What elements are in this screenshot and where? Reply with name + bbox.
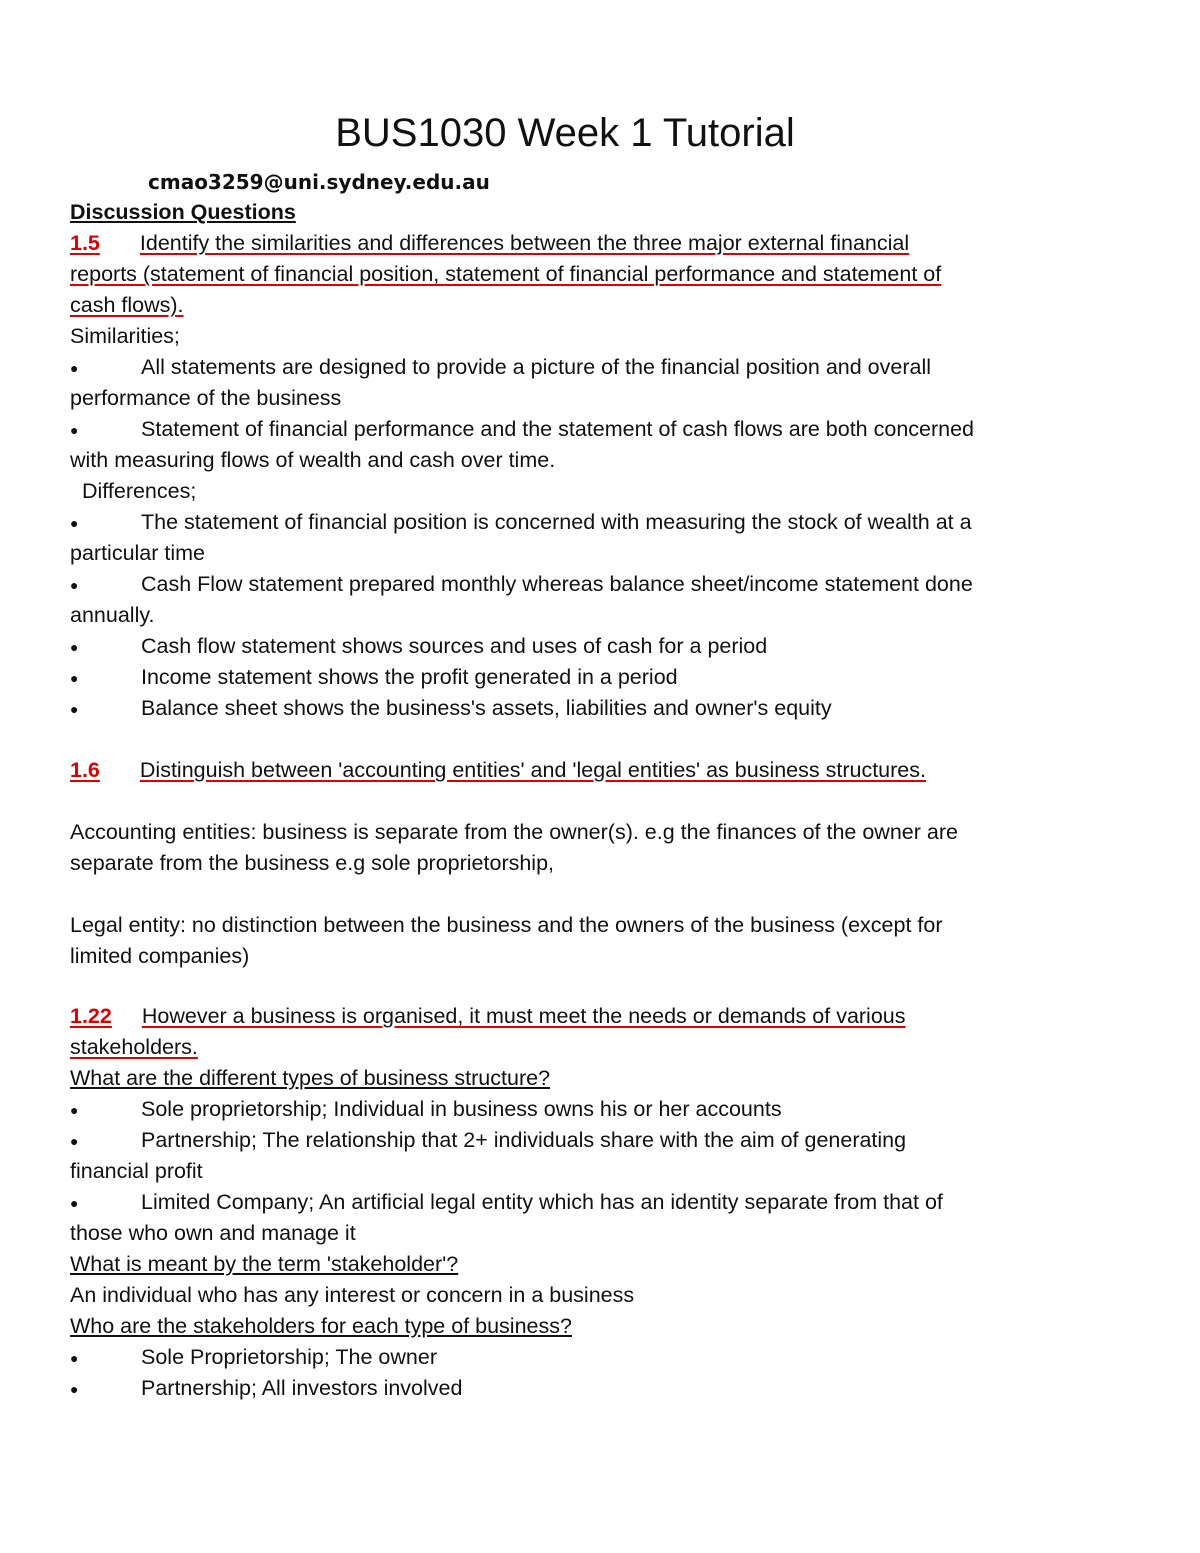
list-item: ● Statement of financial performance and the statement of cash flows are both concerned <box>70 414 1135 445</box>
list-item: ● Cash flow statement shows sources and uses of cash for a period <box>70 631 1135 662</box>
bullet-icon: ● <box>70 576 79 593</box>
question-number: 1.22 <box>70 1004 112 1028</box>
bullet-icon: ● <box>70 1349 79 1366</box>
list-item: ● Sole proprietorship; Individual in business owns his or her accounts <box>70 1094 1135 1125</box>
bullet-icon: ● <box>70 700 79 717</box>
question-1-5: 1.5 Identify the similarities and differences between the three major external financial <box>70 231 910 255</box>
document-body: Discussion Questions 1.5 Identify the similarities and differences between the three major external financial reports (statement of financial position, statement of financial performance and statement of cash flows). Similarities; ● All statements are designed to provide a picture of the financial position and overall performance of the business ● Statement of financial performance and the statement of cash flows are both concerned with measuring flows of wealth and cash over time. Differences; ● The statement of financial position is concerned with measuring the stock of wealth at a particular time ● Cash Flow statement prepared monthly whereas balance sheet/income statement done annually. ● Cash flow statement shows sources and uses of cash for a period ● Income statement shows the profit generated in a period ● Balance sheet shows the business's assets, liabilities and owner's equity 1.6 Distinguish between 'accounting entities' and 'legal entities' as business structures. Accounting entities: business is separate from the owner(s). e.g the finances of the owner are separate from the business e.g sole proprietorship, Legal entity: no distinction between the business and the owners of the business (except for limited companies) 1.22 However a business is organised, it must meet the needs or demands of various stakeholders. What are the different types of business structure? ● Sole proprietorship; Individual in business owns his or her accounts ● Partnership; The relationship that 2+ individuals share with the aim of generating financial profit ● Limited Company; An artificial legal entity which has an identity separate from that of those who own and manage it What is meant by the term 'stakeholder'? An individual who has any interest or concern in a business Who are the stakeholders for each type of business? ● Sole Proprietorship; The owner ● Partnership; All investors involved <box>70 197 1135 1404</box>
bullet-icon: ● <box>70 359 79 376</box>
bullet-icon: ● <box>70 1380 79 1397</box>
answer-text: An individual who has any interest or concern in a business <box>70 1283 635 1307</box>
answer-text: Accounting entities: business is separate from the owner(s). e.g the finances of the owner are <box>70 820 958 844</box>
answer-text: Legal entity: no distinction between the business and the owners of the business (except for <box>70 913 943 937</box>
bullet-icon: ● <box>70 1194 79 1211</box>
similarities-label: Similarities; <box>70 324 180 348</box>
sub-question: Who are the stakeholders for each type of business? <box>70 1314 572 1338</box>
list-item: ● Sole Proprietorship; The owner <box>70 1342 1135 1373</box>
bullet-icon: ● <box>70 421 79 438</box>
bullet-icon: ● <box>70 669 79 686</box>
list-item: ● Income statement shows the profit generated in a period <box>70 662 1135 693</box>
sub-question: What are the different types of business structure? <box>70 1066 551 1090</box>
list-item: ● Balance sheet shows the business's assets, liabilities and owner's equity <box>70 693 1135 724</box>
bullet-icon: ● <box>70 1101 79 1118</box>
list-item: ● Partnership; All investors involved <box>70 1373 1135 1404</box>
question-number: 1.5 <box>70 231 100 255</box>
bullet-icon: ● <box>70 638 79 655</box>
list-item: ● Cash Flow statement prepared monthly whereas balance sheet/income statement done <box>70 569 1135 600</box>
bullet-icon: ● <box>70 514 79 531</box>
list-item: ● The statement of financial position is concerned with measuring the stock of wealth at a <box>70 507 1135 538</box>
question-number: 1.6 <box>70 758 100 782</box>
bullet-icon: ● <box>70 1132 79 1149</box>
differences-label: Differences; <box>82 479 197 503</box>
list-item: ● Limited Company; An artificial legal entity which has an identity separate from that of <box>70 1187 1135 1218</box>
question-1-22: 1.22 However a business is organised, it must meet the needs or demands of various <box>70 1004 906 1028</box>
section-heading: Discussion Questions <box>70 200 296 224</box>
list-item: ● Partnership; The relationship that 2+ individuals share with the aim of generating <box>70 1125 1135 1156</box>
author-email: cmao3259@uni.sydney.edu.au <box>148 170 490 194</box>
document-title: BUS1030 Week 1 Tutorial <box>335 111 795 155</box>
sub-question: What is meant by the term 'stakeholder'? <box>70 1252 459 1276</box>
question-1-6: 1.6 Distinguish between 'accounting entities' and 'legal entities' as business structures. <box>70 758 926 782</box>
list-item: ● All statements are designed to provide a picture of the financial position and overall <box>70 352 1135 383</box>
